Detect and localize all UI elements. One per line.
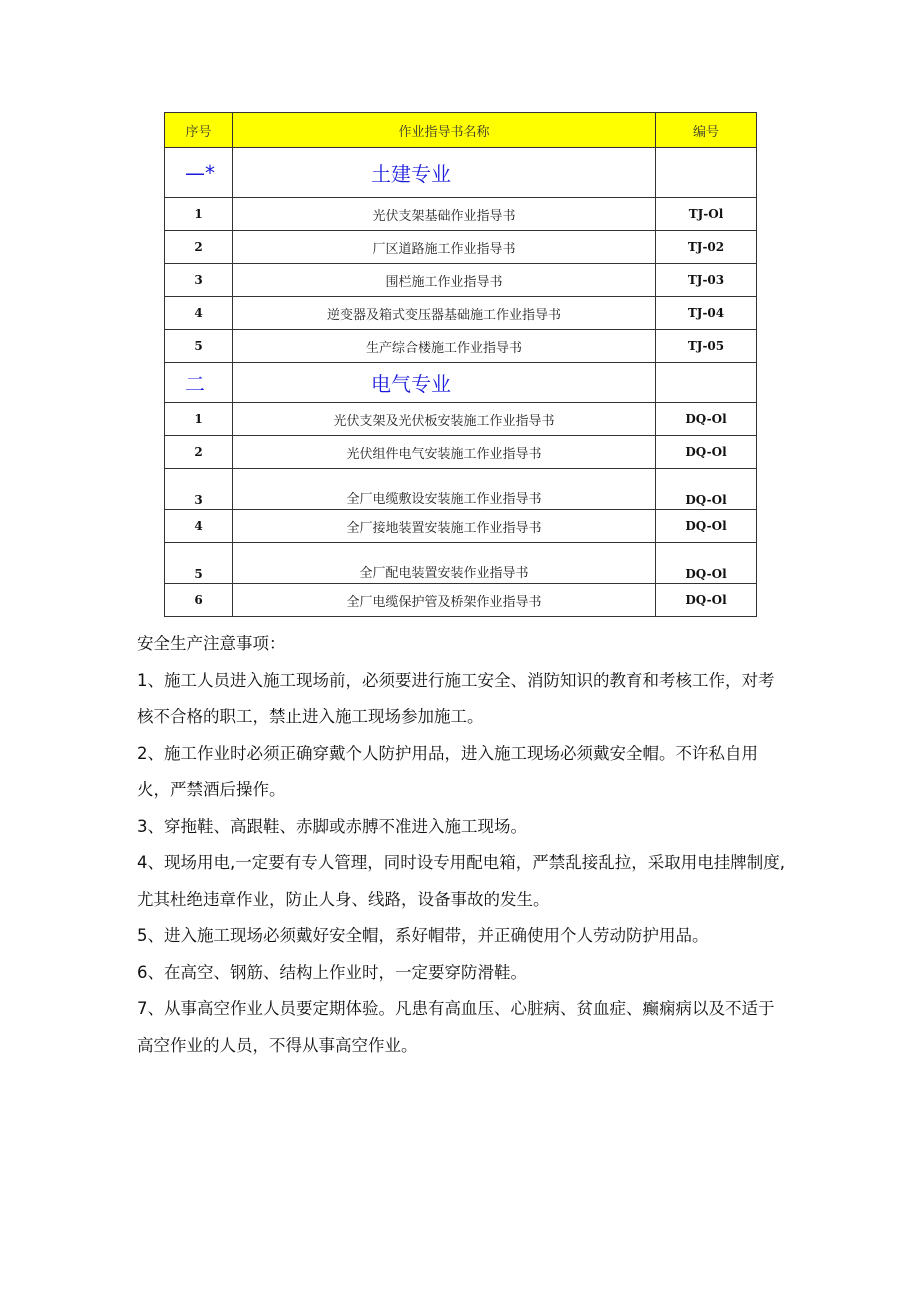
row-name: 光伏支架基础作业指导书 (233, 198, 656, 231)
table-row (165, 543, 757, 584)
row-code: DQ-Ol (656, 510, 757, 543)
row-code: TJ-04 (656, 297, 757, 330)
header-code: 编号 (656, 113, 757, 148)
safety-note-item: 7、从事高空作业人员要定期体验。凡患有高血压、心脏病、贫血症、癫痫病以及不适于高空作业的人员，不得从事高空作业。 (137, 999, 775, 1055)
row-name: 全厂电缆保护管及桥架作业指导书 (233, 584, 656, 617)
row-seq: 3 (165, 469, 233, 510)
row-seq: 4 (165, 297, 233, 330)
safety-notes-heading: 安全生产注意事项： (137, 634, 286, 653)
section-row-electrical (165, 363, 757, 403)
table-row (165, 198, 757, 231)
row-name: 围栏施工作业指导书 (233, 264, 656, 297)
table-row (165, 231, 757, 264)
safety-note-item: 3、穿拖鞋、高跟鞋、赤脚或赤膊不准进入施工现场。 (137, 816, 527, 836)
section-title: 土建专业 (233, 148, 656, 198)
section-number: —* (165, 148, 233, 198)
table-row (165, 510, 757, 543)
row-code: DQ-Ol (656, 469, 757, 510)
section-code-empty (656, 363, 757, 403)
row-code: DQ-Ol (656, 543, 757, 584)
section-row-civil (165, 148, 757, 198)
section-code-empty (656, 148, 757, 198)
safety-note-item: 4、现场用电,一定要有专人管理，同时设专用配电箱，严禁乱接乱拉，采取用电挂牌制度,尤其杜绝违章作业，防止人身、线路，设备事故的发生。 (137, 853, 785, 909)
table-row (165, 584, 757, 617)
row-name: 生产综合楼施工作业指导书 (233, 330, 656, 363)
row-code: DQ-Ol (656, 403, 757, 436)
row-name: 逆变器及箱式变压器基础施工作业指导书 (233, 297, 656, 330)
row-name: 厂区道路施工作业指导书 (233, 231, 656, 264)
row-name: 全厂接地装置安装施工作业指导书 (233, 510, 656, 543)
row-code: TJ-05 (656, 330, 757, 363)
table-row (165, 297, 757, 330)
safety-note-item: 2、施工作业时必须正确穿戴个人防护用品，进入施工现场必须戴安全帽。不许私自用火，严禁酒后操作。 (137, 743, 758, 799)
row-seq: 5 (165, 330, 233, 363)
safety-note-item: 5、进入施工现场必须戴好安全帽，系好帽带，并正确使用个人劳动防护用品。 (137, 926, 709, 945)
row-seq: 2 (165, 436, 233, 469)
row-name: 全厂配电装置安装作业指导书 (233, 543, 656, 584)
header-name: 作业指导书名称 (233, 113, 656, 148)
safety-note-item: 6、在高空、钢筋、结构上作业时，一定要穿防滑鞋。 (137, 962, 527, 982)
table-row (165, 403, 757, 436)
table-row (165, 264, 757, 297)
table-row (165, 469, 757, 510)
row-name: 光伏支架及光伏板安装施工作业指导书 (233, 403, 656, 436)
row-code: TJ-02 (656, 231, 757, 264)
row-code: TJ-Ol (656, 198, 757, 231)
row-seq: 5 (165, 543, 233, 584)
table-row (165, 436, 757, 469)
row-code: DQ-Ol (656, 584, 757, 617)
row-code: TJ-03 (656, 264, 757, 297)
table-row (165, 330, 757, 363)
section-title: 电气专业 (233, 363, 656, 403)
row-seq: 6 (165, 584, 233, 617)
safety-note-item: 1、施工人员进入施工现场前，必须要进行施工安全、消防知识的教育和考核工作，对考核不合格的职工，禁止进入施工现场参加施工。 (137, 670, 775, 726)
row-code: DQ-Ol (656, 436, 757, 469)
row-name: 光伏组件电气安装施工作业指导书 (233, 436, 656, 469)
header-seq: 序号 (165, 113, 233, 148)
safety-notes (137, 626, 787, 1064)
row-seq: 1 (165, 403, 233, 436)
row-seq: 4 (165, 510, 233, 543)
work-instruction-table (164, 112, 757, 617)
section-number: 二 (165, 363, 233, 403)
row-seq: 2 (165, 231, 233, 264)
row-seq: 3 (165, 264, 233, 297)
row-seq: 1 (165, 198, 233, 231)
row-name: 全厂电缆敷设安装施工作业指导书 (233, 469, 656, 510)
table-header-row (165, 113, 757, 148)
